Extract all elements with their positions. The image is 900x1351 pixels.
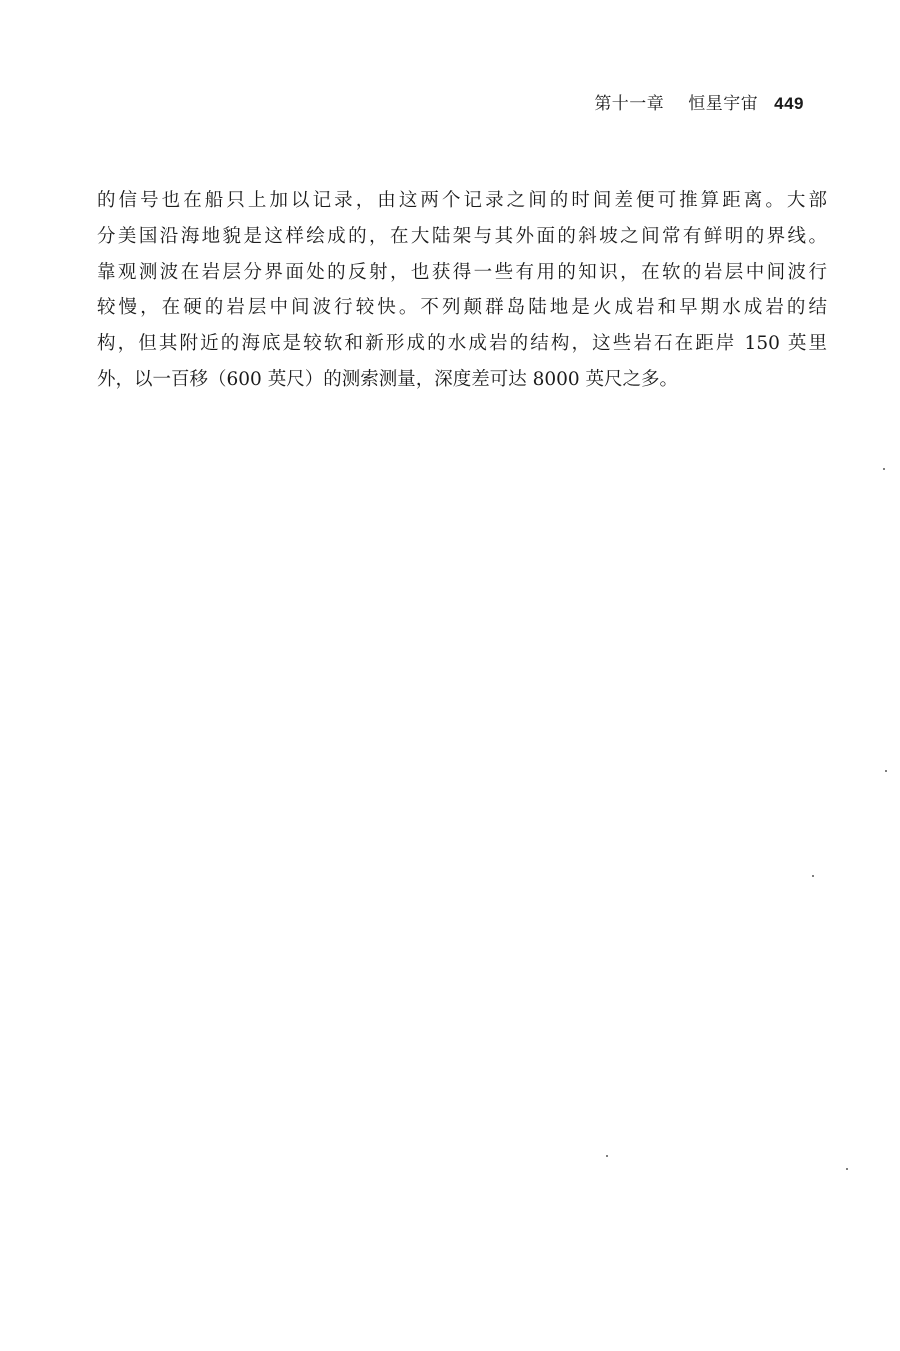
page-number: 449 <box>774 94 804 113</box>
body-paragraph <box>97 183 827 398</box>
chapter-title: 恒星宇宙 <box>688 94 759 114</box>
scan-speck <box>885 770 887 772</box>
running-header <box>594 92 804 116</box>
scan-speck <box>812 875 814 877</box>
text-line: 较慢，在硬的岩层中间波行较快。不列颠群岛陆地是火成岩和早期水成岩的结 <box>97 297 827 319</box>
text-line: 构，但其附近的海底是较软和新形成的水成岩的结构，这些岩石在距岸 150 英里 <box>97 333 827 355</box>
text-line: 外，以一百移（600 英尺）的测索测量，深度差可达 8000 英尺之多。 <box>97 368 679 390</box>
scan-speck <box>846 1168 848 1170</box>
text-line: 靠观测波在岩层分界面处的反射，也获得一些有用的知识，在软的岩层中间波行 <box>97 261 827 283</box>
text-line: 的信号也在船只上加以记录，由这两个记录之间的时间差便可推算距离。大部 <box>97 190 827 211</box>
scan-speck <box>606 1155 608 1157</box>
text-line: 分美国沿海地貌是这样绘成的，在大陆架与其外面的斜坡之间常有鲜明的界线。 <box>97 225 827 247</box>
scan-speck <box>883 468 885 470</box>
chapter-label: 第十一章 <box>594 94 665 114</box>
